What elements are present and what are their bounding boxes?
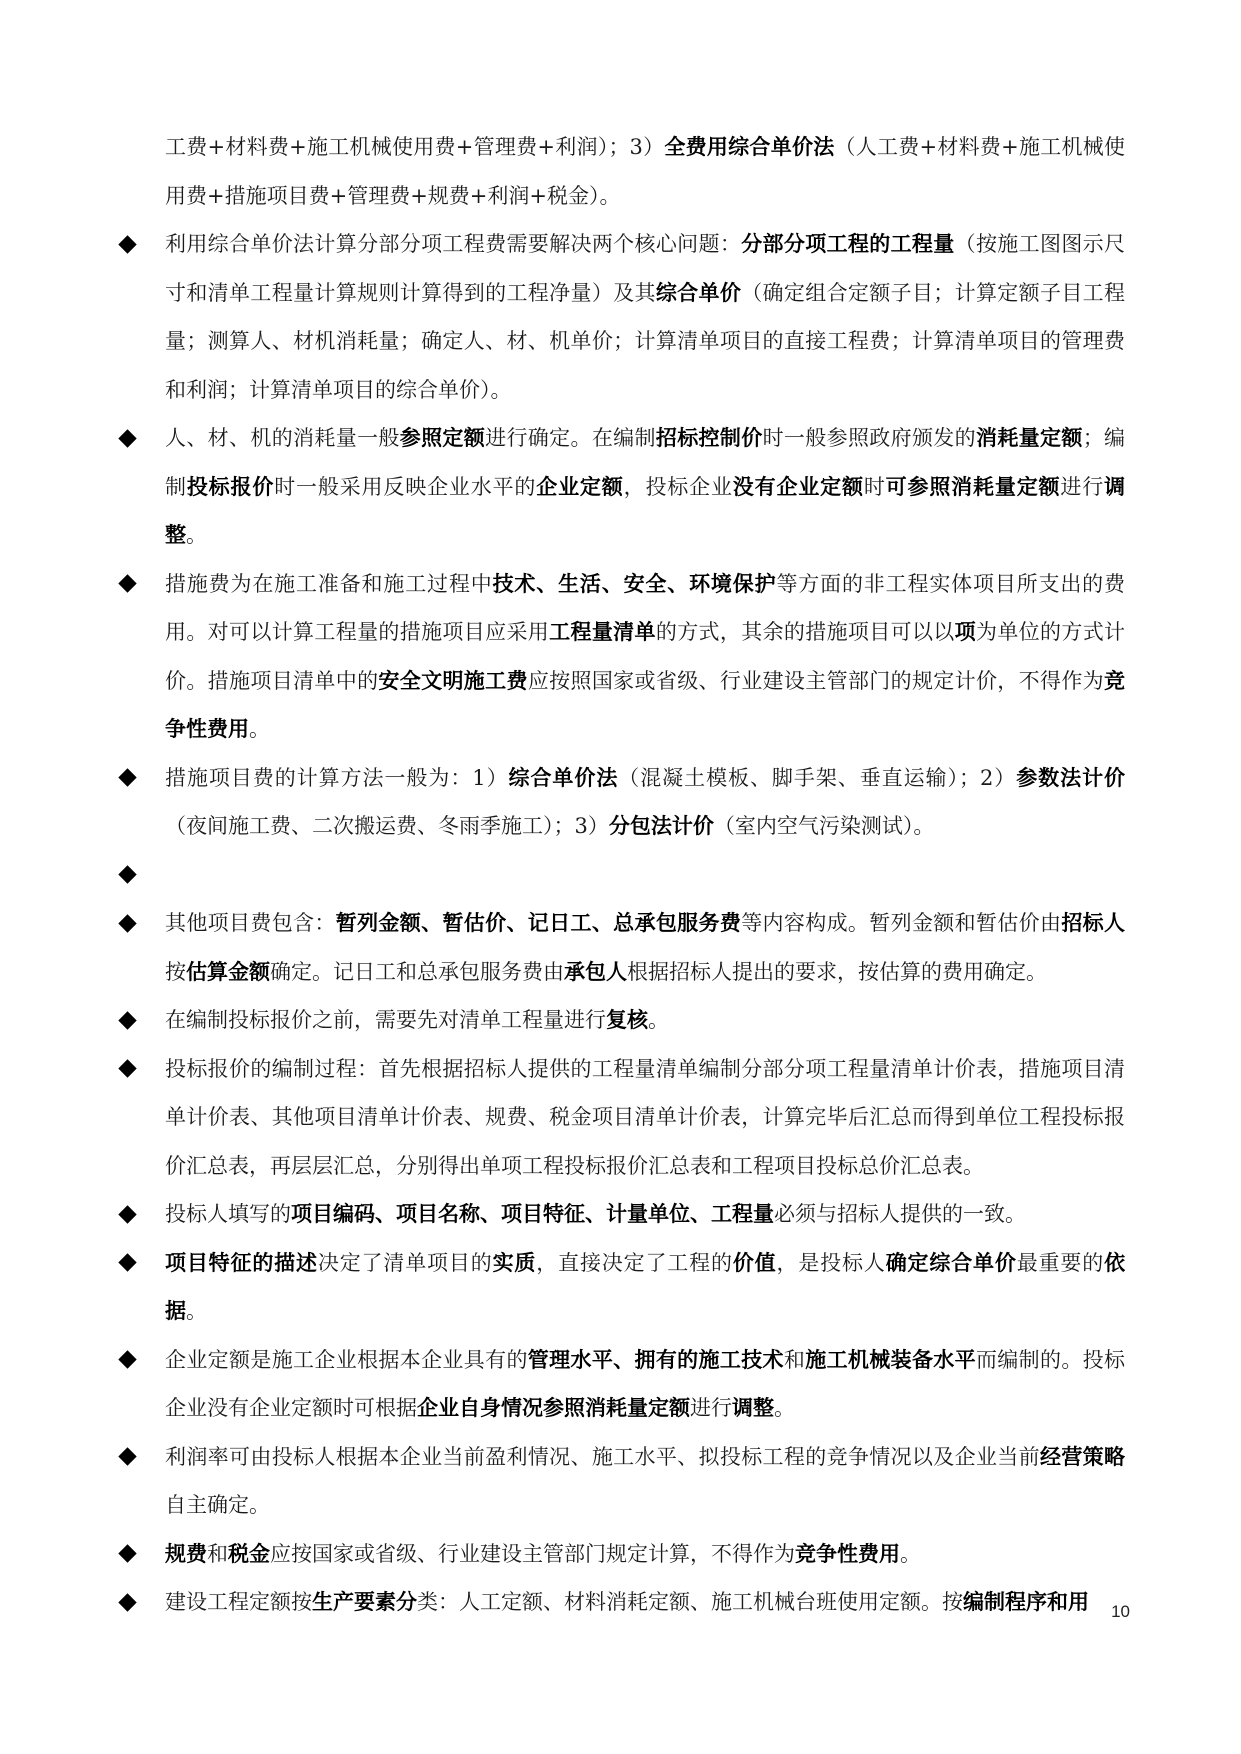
text-run: 。: [774, 1396, 795, 1420]
bold-text: 税金: [228, 1540, 270, 1566]
bullet-item: [115, 754, 1125, 851]
text-run: 。: [648, 1008, 669, 1032]
text-run: 其他项目费包含：: [165, 911, 336, 935]
text-run: 必须与招标人提供的一致。: [774, 1202, 1026, 1226]
text-run: 措施项目费的计算方法一般为：1）: [165, 765, 509, 790]
bullet-item: [115, 1530, 1125, 1579]
bold-text: 调整: [732, 1395, 774, 1420]
bullet-text: [165, 911, 1125, 984]
bold-text: 投标报价: [186, 473, 275, 499]
text-run: 利用综合单价法计算分部分项工程费需要解决两个核心问题：: [165, 232, 742, 256]
text-run: 的方式，其余的措施项目可以以: [655, 620, 955, 644]
bullet-text: [165, 1057, 1125, 1178]
diamond-bullet-icon: [117, 414, 139, 463]
text-run: 投标报价的编制过程：首先根据招标人提供的工程量清单编制分部分项工程量清单计价表，措施项目清单计价表、其他项目清单计价表、规费、税金项目清单计价表，计算完毕后汇总而得到单位工程投标报价汇总表，再层层汇总，分别得出单项工程投标报价汇总表和工程项目投标总价汇总表。: [165, 1056, 1125, 1178]
page-body: [115, 123, 1125, 1627]
bullet-text: [165, 766, 1125, 839]
diamond-bullet-icon: [117, 1045, 139, 1094]
bold-text: 项目编码、项目名称、项目特征、计量单位、工程量: [291, 1201, 774, 1226]
text-run: 。: [186, 1299, 207, 1323]
text-run: 进行: [690, 1396, 732, 1420]
diamond-bullet-icon: [117, 851, 139, 900]
text-run: 按: [165, 959, 186, 984]
diamond-bullet-icon: [117, 1239, 139, 1288]
text-run: （确定组合定额子目；计算定额子目工程量；测算人、材机消耗量；确定人、材、机单价；计算清单项目的直接工程费；计算清单项目的管理费和利润；计算清单项目的综合单价）。: [165, 280, 1126, 402]
diamond-bullet-icon: [117, 220, 139, 269]
text-run: 进行: [1060, 474, 1105, 499]
bullet-text: [165, 426, 1125, 547]
bullet-text: [165, 1251, 1125, 1324]
text-run: 和: [783, 1347, 806, 1372]
bullet-item: [115, 899, 1125, 996]
bold-text: 招标控制价: [655, 425, 763, 450]
bullet-text: [165, 1008, 669, 1032]
bold-text: 依据: [165, 1249, 1126, 1323]
bold-text: 规费: [165, 1540, 207, 1566]
text-run: （混凝土模板、脚手架、垂直运输）；2）: [618, 765, 1017, 790]
text-run: 在编制投标报价之前，需要先对清单工程量进行: [165, 1008, 606, 1032]
bold-text: 参数法计价: [1016, 764, 1126, 790]
text-run: 应按照国家或省级、行业建设主管部门的规定计价，不得作为: [527, 668, 1105, 693]
text-run: （人工费+材料费+施工机械使用费+措施项目费+管理费+规费+利润+税金）。: [165, 135, 1125, 208]
text-run: 为单位的方式计价。措施项目清单中的: [165, 620, 1126, 693]
text-run: 等方面的非工程实体项目所支出的费用。对可以计算工程量的措施项目应采用: [165, 571, 1126, 644]
bold-text: 参照定额: [399, 425, 486, 450]
bullet-item: [115, 220, 1125, 414]
bold-text: 企业自身情况参照消耗量定额: [417, 1395, 690, 1420]
bold-text: 价值: [732, 1249, 777, 1275]
bold-text: 调整: [165, 473, 1126, 547]
diamond-bullet-icon: [117, 1530, 139, 1579]
text-run: 而编制的。投标企业没有企业定额时可根据: [165, 1347, 1126, 1420]
text-run: 时一般采用反映企业水平的: [274, 474, 537, 499]
text-run: （室内空气污染测试）。: [713, 814, 935, 838]
text-run: 和: [207, 1541, 228, 1566]
bullet-text: [165, 232, 1125, 402]
text-run: 。: [249, 717, 270, 741]
bold-text: 项目特征的描述: [165, 1249, 318, 1275]
text-run: 企业定额是施工企业根据本企业具有的: [165, 1347, 528, 1372]
bold-text: 承包人: [564, 958, 627, 984]
diamond-bullet-icon: [117, 560, 139, 609]
bold-text: 编制程序和用: [963, 1589, 1089, 1614]
bullet-text: [165, 1590, 1089, 1614]
text-run: 决定了清单项目的: [317, 1250, 493, 1275]
bullet-item: [115, 1239, 1125, 1336]
bullet-text: [165, 572, 1125, 742]
text-run: 措施费为在施工准备和施工过程中: [165, 571, 493, 596]
bold-text: 估算金额: [186, 958, 270, 984]
bullet-item: [115, 1045, 1125, 1191]
bullet-item: [115, 851, 1125, 900]
bullet-text: [165, 1445, 1125, 1518]
text-run: 自主确定。: [165, 1493, 270, 1517]
text-run: 根据招标人提出的要求，按估算的费用确定。: [627, 959, 1047, 984]
text-run: 时: [863, 474, 886, 499]
bold-text: 确定综合单价: [885, 1249, 1017, 1275]
bold-text: 安全文明施工费: [378, 667, 528, 693]
bullet-item: [115, 414, 1125, 560]
bold-text: 暂列金额、暂估价、记日工、总承包服务费: [335, 910, 742, 935]
text-run: 确定。记日工和总承包服务费由: [270, 959, 564, 984]
text-run: 投标人填写的: [165, 1202, 291, 1226]
text-run: 等内容构成。暂列金额和暂估价由: [741, 911, 1062, 935]
bold-text: 项: [954, 619, 976, 644]
bold-text: 可参照消耗量定额: [885, 473, 1061, 499]
bullet-text: [165, 1348, 1125, 1421]
bold-text: 综合单价法: [508, 764, 619, 790]
bold-text: 竞争性费用: [795, 1540, 900, 1566]
bold-text: 生产要素分: [312, 1589, 417, 1614]
bullet-text: [165, 1202, 1026, 1226]
bullet-item: [115, 560, 1125, 754]
diamond-bullet-icon: [117, 899, 139, 948]
bold-text: 没有企业定额: [732, 473, 864, 499]
text-run: 。: [900, 1541, 921, 1566]
bold-text: 分包法计价: [608, 813, 714, 838]
text-run: ，直接决定了工程的: [536, 1250, 733, 1275]
bullet-item: [115, 1190, 1125, 1239]
bold-text: 分部分项工程的工程量: [741, 231, 955, 256]
diamond-bullet-icon: [117, 996, 139, 1045]
bullet-item: [115, 1433, 1125, 1530]
diamond-bullet-icon: [117, 1336, 139, 1385]
text-run: 类：人工定额、材料消耗定额、施工机械台班使用定额。按: [417, 1590, 963, 1614]
text-run: 。: [186, 523, 207, 547]
text-run: 利润率可由投标人根据本企业当前盈利情况、施工水平、拟投标工程的竞争情况以及企业当前: [165, 1444, 1040, 1469]
diamond-bullet-icon: [117, 754, 139, 803]
bold-text: 招标人: [1061, 910, 1126, 935]
bold-text: 工程量清单: [549, 619, 656, 644]
bullet-item: [115, 1336, 1125, 1433]
bold-text: 综合单价: [655, 279, 742, 305]
diamond-bullet-icon: [117, 1433, 139, 1482]
continued-paragraph: [115, 123, 1125, 220]
bold-text: 企业定额: [536, 473, 624, 499]
text-run: 建设工程定额按: [165, 1590, 312, 1614]
diamond-bullet-icon: [117, 1190, 139, 1239]
bold-text: 全费用综合单价法: [664, 134, 835, 159]
text-run: （夜间施工费、二次搬运费、冬雨季施工）；3）: [165, 814, 609, 838]
text-run: ，是投标人: [776, 1250, 886, 1275]
bold-text: 竞争性费用: [165, 667, 1126, 741]
bold-text: 消耗量定额: [976, 425, 1083, 450]
text-run: 应按国家或省级、行业建设主管部门规定计算，不得作为: [270, 1541, 795, 1566]
bullet-item: [115, 996, 1125, 1045]
bullet-text: [165, 863, 172, 887]
bold-text: 技术、生活、安全、环境保护: [492, 570, 777, 596]
bullet-item: [115, 1578, 1125, 1627]
bold-text: 经营策略: [1039, 1443, 1126, 1469]
text-run: 进行确定。在编制: [485, 426, 656, 450]
text-run: 人、材、机的消耗量一般: [165, 426, 400, 450]
bold-text: 复核: [606, 1007, 648, 1032]
bold-text: 实质: [492, 1249, 537, 1275]
page-number: 10: [1111, 1602, 1130, 1621]
text-run: （按施工图图示尺寸和清单工程量计算规则计算得到的工程净量）及其: [165, 232, 1126, 305]
text-run: ；编制: [165, 426, 1126, 499]
bold-text: 施工机械装备水平: [805, 1346, 976, 1372]
text-run: 最重要的: [1016, 1250, 1105, 1275]
diamond-bullet-icon: [117, 1578, 139, 1627]
text-run: 工费+材料费+施工机械使用费+管理费+利润）；3）: [165, 135, 665, 159]
text-run: ，投标企业: [623, 474, 733, 499]
bullet-text: [165, 1542, 921, 1566]
bold-text: 管理水平、拥有的施工技术: [527, 1346, 784, 1372]
text-run: 时一般参照政府颁发的: [762, 426, 976, 450]
